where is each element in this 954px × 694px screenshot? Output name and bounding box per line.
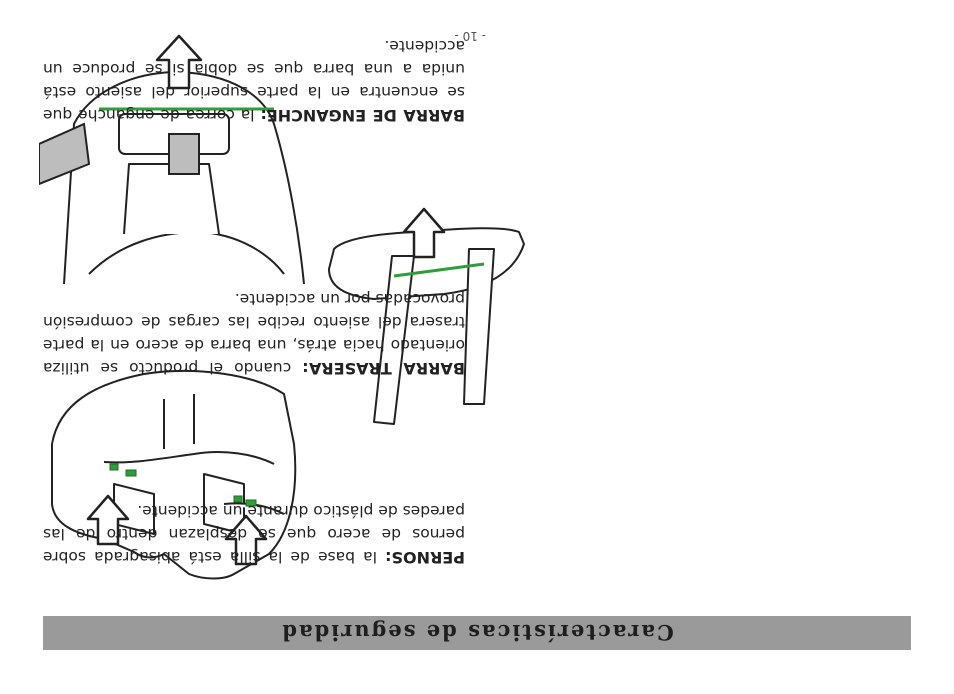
tether-bar-description xyxy=(43,35,465,128)
page-number: - 10 - xyxy=(454,29,486,43)
pins-text: la base de la silla está abisagrada sobre pernos de acero que se desplazan dentro de las paredes de plástico durante un accidente. xyxy=(43,502,465,567)
tether-bar-term: BARRA DE ENGANCHE: xyxy=(260,106,465,126)
rear-bar-term: BARRA TRASERA: xyxy=(302,359,465,379)
section-title: Características de seguridad xyxy=(280,620,674,646)
tether-bar-text: la correa de enganche que se encuentra en la parte superior del asiento está unida a una barra que se dobla si se produce un accidente. xyxy=(43,37,465,125)
pins-term: PERNOS: xyxy=(385,548,465,568)
rear-bar-text: cuando el producto se utiliza orientado hacia atrás, una barra de acero en la parte trasera del asiento recibe las cargas de compresión provocadas por un accidente. xyxy=(43,290,465,378)
rear-bar-description xyxy=(43,288,465,381)
section-header-bar xyxy=(43,616,911,650)
pins-description xyxy=(43,500,465,570)
